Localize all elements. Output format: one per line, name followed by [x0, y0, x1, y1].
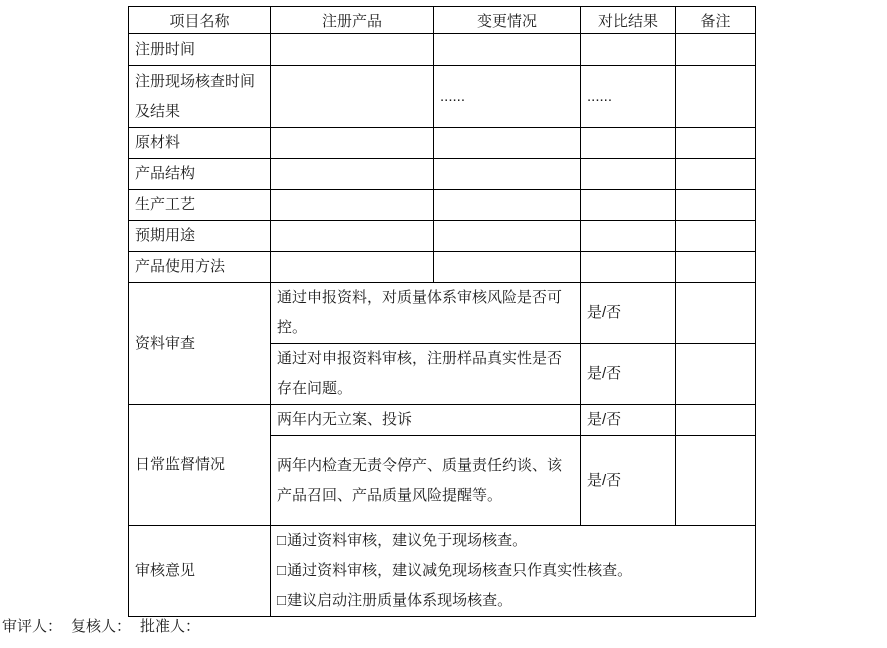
- col-header-comparison-result: 对比结果: [581, 7, 676, 34]
- row-label-audit-opinion: 审核意见: [129, 526, 271, 617]
- row-label-production-process: 生产工艺: [129, 190, 271, 221]
- data-review-item-result: 是/否: [581, 344, 676, 405]
- row-site-check: [129, 66, 756, 128]
- empty-cell: [676, 344, 756, 405]
- empty-cell: [676, 190, 756, 221]
- row-label-registration-time: 注册时间: [129, 34, 271, 66]
- row-daily-supervision-1: [129, 405, 756, 436]
- empty-cell: [434, 252, 581, 283]
- audit-option-label: 通过资料审核，建议免于现场核查。: [287, 532, 528, 549]
- audit-option-exempt: [277, 526, 749, 556]
- col-header-remarks: 备注: [676, 7, 756, 34]
- row-label-usage-method: 产品使用方法: [129, 252, 271, 283]
- daily-supervision-item-text: 两年内无立案、投诉: [271, 405, 581, 436]
- checkbox-icon: □: [277, 592, 287, 609]
- row-audit-opinion: [129, 526, 756, 617]
- empty-cell: [581, 221, 676, 252]
- row-production-process: [129, 190, 756, 221]
- daily-supervision-item-result: 是/否: [581, 405, 676, 436]
- daily-supervision-item-text: 两年内检查无责令停产、质量责任约谈、该产品召回、产品质量风险提醒等。: [271, 436, 581, 526]
- empty-cell: [271, 190, 434, 221]
- empty-cell: [676, 66, 756, 128]
- empty-cell: [434, 159, 581, 190]
- empty-cell: [581, 128, 676, 159]
- row-product-structure: [129, 159, 756, 190]
- row-registration-time: [129, 34, 756, 66]
- empty-cell: [676, 283, 756, 344]
- audit-option-label: 建议启动注册质量体系现场核查。: [287, 592, 513, 609]
- col-header-change-status: 变更情况: [434, 7, 581, 34]
- empty-cell: [434, 128, 581, 159]
- data-review-item-text: 通过申报资料，对质量体系审核风险是否可控。: [271, 283, 581, 344]
- reviewer-label: 审评人：: [2, 618, 63, 635]
- review-comparison-table: [128, 6, 756, 617]
- approver-label: 批准人：: [140, 618, 201, 635]
- header-row: [129, 7, 756, 34]
- audit-option-reduced-check: [277, 556, 749, 586]
- row-usage-method: [129, 252, 756, 283]
- site-check-compare-value: ......: [581, 66, 676, 128]
- empty-cell: [271, 252, 434, 283]
- empty-cell: [271, 66, 434, 128]
- row-label-daily-supervision: 日常监督情况: [129, 405, 271, 526]
- empty-cell: [676, 436, 756, 526]
- checkbox-icon: □: [277, 562, 287, 579]
- empty-cell: [676, 159, 756, 190]
- row-raw-materials: [129, 128, 756, 159]
- empty-cell: [676, 252, 756, 283]
- empty-cell: [581, 190, 676, 221]
- audit-option-start-site-check: [277, 586, 749, 616]
- empty-cell: [434, 190, 581, 221]
- site-check-change-value: ......: [434, 66, 581, 128]
- empty-cell: [676, 128, 756, 159]
- row-label-site-check: 注册现场核查时间及结果: [129, 66, 271, 128]
- empty-cell: [676, 221, 756, 252]
- daily-supervision-item-result: 是/否: [581, 436, 676, 526]
- row-label-intended-use: 预期用途: [129, 221, 271, 252]
- empty-cell: [581, 159, 676, 190]
- empty-cell: [434, 34, 581, 66]
- row-label-raw-materials: 原材料: [129, 128, 271, 159]
- row-label-data-review: 资料审查: [129, 283, 271, 405]
- row-data-review-1: [129, 283, 756, 344]
- signature-line: [2, 617, 209, 637]
- empty-cell: [581, 252, 676, 283]
- empty-cell: [434, 221, 581, 252]
- empty-cell: [581, 34, 676, 66]
- row-intended-use: [129, 221, 756, 252]
- checker-label: 复核人：: [71, 618, 132, 635]
- data-review-item-text: 通过对申报资料审核，注册样品真实性是否存在问题。: [271, 344, 581, 405]
- empty-cell: [271, 221, 434, 252]
- empty-cell: [676, 34, 756, 66]
- empty-cell: [271, 159, 434, 190]
- audit-option-label: 通过资料审核，建议减免现场核查只作真实性核查。: [287, 562, 633, 579]
- col-header-registered-product: 注册产品: [271, 7, 434, 34]
- col-header-item-name: 项目名称: [129, 7, 271, 34]
- checkbox-icon: □: [277, 532, 287, 549]
- row-label-product-structure: 产品结构: [129, 159, 271, 190]
- audit-opinion-options: [271, 526, 756, 617]
- empty-cell: [271, 34, 434, 66]
- empty-cell: [271, 128, 434, 159]
- data-review-item-result: 是/否: [581, 283, 676, 344]
- empty-cell: [676, 405, 756, 436]
